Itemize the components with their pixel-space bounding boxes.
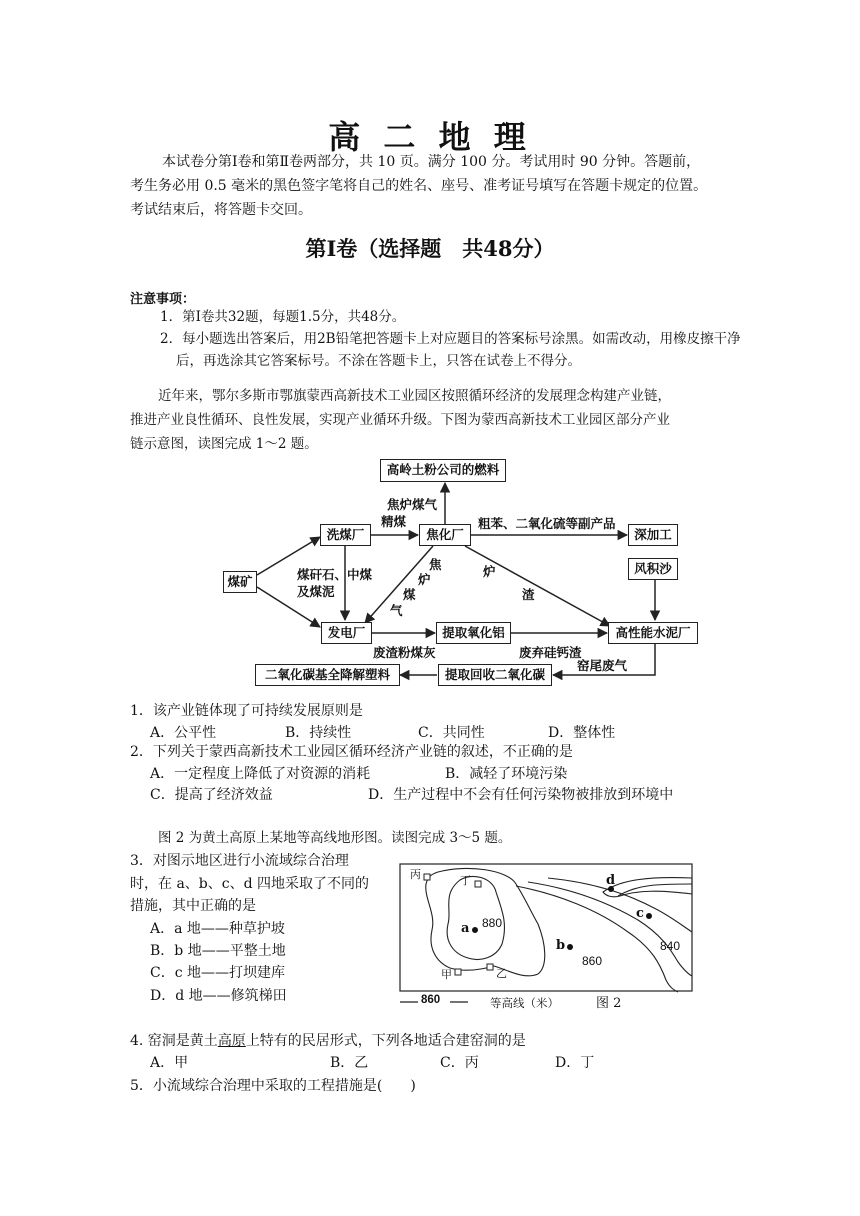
- box-deep-processing: 深加工: [628, 524, 678, 546]
- label-furnace-char: 炉: [483, 564, 496, 579]
- label-kiln-exhaust: 窑尾废气: [577, 658, 628, 673]
- notes-heading: 注意事项：: [130, 292, 196, 307]
- contour-label-860: 860: [582, 954, 603, 968]
- intro-line-2: 考生务必用 0.5 毫米的黑色签字笔将自己的姓名、座号、准考证号填写在答题卡规定的位置。: [130, 178, 708, 194]
- label-waste-silicon-calcium: 废弃硅钙渣: [519, 645, 582, 660]
- q4-option-b: B．乙: [330, 1055, 369, 1071]
- label-waste-slag-fly-ash: 废渣粉煤灰: [373, 645, 436, 660]
- q1-option-d: D．整体性: [548, 725, 616, 741]
- box-alumina-extraction: 提取氧化铝: [436, 622, 511, 644]
- note-item-1: 1．第Ⅰ卷共32题，每题1.5分，共48分。: [160, 309, 406, 325]
- contour-map-figure: [398, 862, 698, 1012]
- label-gangue-1: 煤矸石、中煤: [297, 567, 373, 582]
- map-point-d: d: [606, 873, 616, 888]
- q3-stem-1: 3．对图示地区进行小流域综合治理: [130, 853, 349, 869]
- intro-line-3: 考试结束后，将答题卡交回。: [130, 202, 312, 218]
- label-gangue-2: 及煤泥: [297, 584, 335, 599]
- legend-contour-value: 860: [421, 994, 441, 1006]
- label-coal-char: 煤: [403, 587, 416, 602]
- passage1-line-3: 链示意图，读图完成 1～2 题。: [130, 436, 318, 452]
- q3-option-d: D．d 地——修筑梯田: [150, 988, 287, 1004]
- q3-option-c: C．c 地——打坝建库: [150, 965, 286, 981]
- q4-option-c: C．丙: [440, 1055, 479, 1071]
- map-label-yi: 乙: [496, 967, 507, 980]
- q3-option-a: A．a 地——种草护坡: [150, 921, 285, 937]
- label-oven-char: 炉: [418, 572, 431, 587]
- q4-stem-underlined: 高原: [217, 1033, 246, 1049]
- q2-option-b: B．减轻了环境污染: [445, 766, 568, 782]
- box-co2-extraction: 提取回收二氧化碳: [438, 664, 552, 686]
- q2-stem: 2．下列关于蒙西高新技术工业园区循环经济产业链的叙述，不正确的是: [130, 744, 573, 760]
- note-item-2: 2．每小题选出答案后，用2B铅笔把答题卡上对应题目的答案标号涂黑。如需改动，用橡皮擦干净后，再选涂其它答案标号。不涂在答题卡上，只答在试卷上不得分。: [160, 331, 741, 369]
- q3-stem-3: 措施，其中正确的是: [130, 898, 256, 914]
- label-clean-coal: 精煤: [381, 514, 407, 529]
- box-coking-plant: 焦化厂: [419, 524, 471, 546]
- map-label-jia: 甲: [441, 968, 452, 981]
- label-slag-char: 渣: [522, 587, 535, 602]
- q1-option-c: C．共同性: [418, 725, 485, 741]
- q2-option-c: C．提高了经济效益: [150, 787, 273, 803]
- q1-option-a: A．公平性: [150, 725, 217, 741]
- box-power-plant: 发电厂: [321, 622, 372, 644]
- page-title: 高 二 地 理: [328, 118, 532, 156]
- contour-label-880: 880: [482, 916, 503, 930]
- contour-map: [398, 862, 698, 1012]
- map-point-a: a: [461, 921, 470, 936]
- q3-option-b: B．b 地——平整土地: [150, 943, 286, 959]
- q1-stem: 1．该产业链体现了可持续发展原则是: [130, 703, 363, 719]
- label-coke-oven-gas-up: 焦炉煤气: [387, 497, 438, 512]
- box-gaoling-fuel: 高岭土粉公司的燃料: [380, 459, 506, 482]
- q1-option-b: B．持续性: [285, 725, 352, 741]
- q3-stem-2: 时，在 a、b、c、d 四地采取了不同的: [130, 876, 370, 892]
- q2-option-d: D．生产过程中不会有任何污染物被排放到环境中: [368, 787, 674, 803]
- contour-label-840: 840: [660, 939, 681, 953]
- q4-stem-pre: 4. 窑洞是黄土: [130, 1033, 218, 1049]
- q4-stem: [130, 1030, 526, 1052]
- industrial-chain-diagram: [215, 455, 715, 695]
- box-coal-washing-plant: 洗煤厂: [320, 524, 371, 546]
- figure-caption: 图 2: [596, 996, 622, 1011]
- q4-option-a: A．甲: [150, 1055, 189, 1071]
- section-title: 第Ⅰ卷（选择题 共48分）: [305, 236, 555, 261]
- map-label-ding: 丁: [460, 874, 471, 887]
- q4-option-d: D．丁: [555, 1055, 595, 1071]
- box-aeolian-sand: 风积沙: [628, 558, 678, 580]
- passage1-line-1: 近年来，鄂尔多斯市鄂旗蒙西高新技术工业园区按照循环经济的发展理念构建产业链，: [158, 388, 671, 404]
- label-byproducts: 粗苯、二氧化硫等副产品: [478, 516, 616, 531]
- q4-stem-post: 上特有的民居形式，下列各地适合建窑洞的是: [245, 1033, 526, 1049]
- box-co2-plastic: 二氧化碳基全降解塑料: [255, 664, 400, 686]
- map-point-c: c: [636, 906, 644, 921]
- map-label-bing: 丙: [410, 868, 421, 881]
- box-coal-mine: 煤矿: [223, 571, 257, 593]
- passage1-line-2: 推进产业良性循环、良性发展，实现产业循环升级。下图为蒙西高新技术工业园区部分产业: [130, 412, 670, 428]
- map-point-b: b: [556, 938, 566, 953]
- intro-line-1: 本试卷分第Ⅰ卷和第Ⅱ卷两部分，共 10 页。满分 100 分。考试用时 90 分钟。答题前，: [162, 154, 701, 170]
- q2-option-a: A．一定程度上降低了对资源的消耗: [150, 766, 371, 782]
- legend-contour-text: 等高线（米）: [490, 996, 559, 1010]
- passage2: 图 2 为黄土高原上某地等高线地形图。读图完成 3～5 题。: [158, 830, 512, 846]
- label-gas-char: 气: [390, 603, 403, 618]
- box-cement-plant: 高性能水泥厂: [608, 622, 698, 644]
- q5-stem: 5．小流域综合治理中采取的工程措施是( ): [130, 1078, 416, 1094]
- label-coke-char: 焦: [429, 557, 442, 572]
